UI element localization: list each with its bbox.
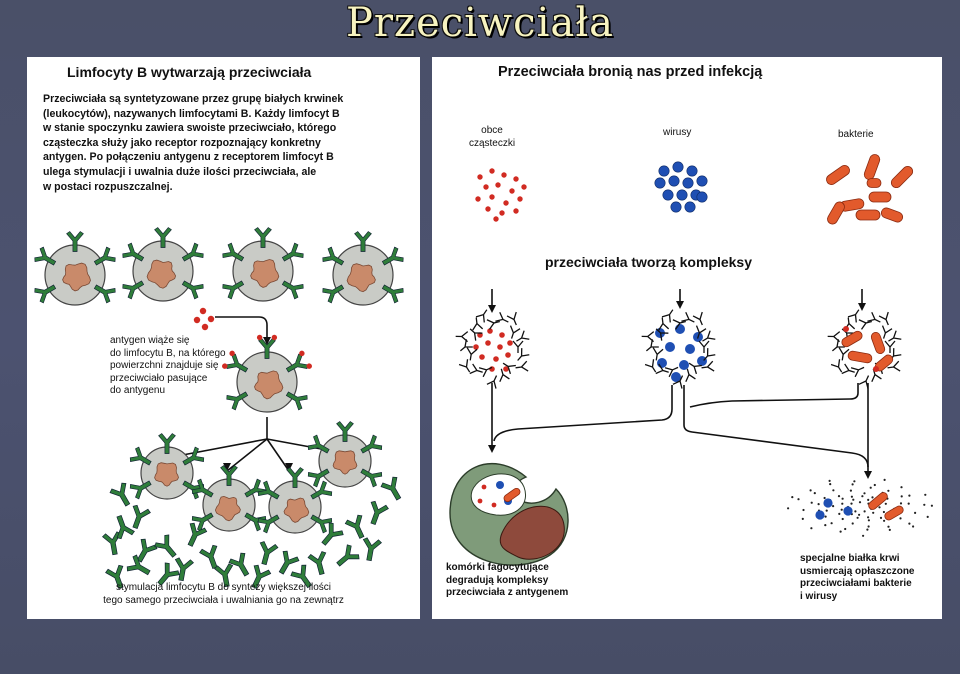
caption-line: powierzchni znajduje się <box>110 360 219 372</box>
b-lymphocyte-cell <box>307 422 384 488</box>
complement-protein <box>931 505 933 507</box>
bacterium <box>847 350 872 363</box>
complement-protein <box>874 484 876 486</box>
antigen-dot <box>200 308 206 314</box>
complement-protein <box>880 517 882 519</box>
antibody-shape <box>837 348 849 361</box>
antibody-shape <box>126 504 151 531</box>
complement-protein <box>867 516 869 518</box>
complement-protein <box>840 531 842 533</box>
bacteria-label: bakterie <box>838 129 874 140</box>
foreign-particle <box>485 206 490 211</box>
antibody-shape <box>465 348 477 361</box>
complement-protein <box>797 498 799 500</box>
bacterium <box>869 192 891 202</box>
antibody-shape <box>182 522 208 550</box>
caption-line: do antygenu <box>110 385 166 397</box>
complement-protein <box>852 483 854 485</box>
complement-protein <box>901 495 903 497</box>
virus-particle <box>843 506 852 515</box>
complement-protein <box>885 503 887 505</box>
antibody-antigen-complex <box>642 307 716 389</box>
b-lymphocyte-cell <box>321 232 405 305</box>
antigen-dot <box>489 366 495 372</box>
antibody-icon <box>465 348 477 361</box>
complement-protein <box>887 490 889 492</box>
complement-protein <box>851 496 853 498</box>
caption-line: degradują kompleksy <box>446 574 549 586</box>
antibody-icon <box>859 373 873 388</box>
complement-protein <box>852 499 854 501</box>
antibody-icon <box>110 513 135 540</box>
virus-particle <box>815 510 824 519</box>
paragraph-line: w postaci rozpuszczalnej. <box>43 180 173 193</box>
bacterium <box>867 179 881 188</box>
complement-protein <box>838 495 840 497</box>
antigen-dot <box>208 316 214 322</box>
arrow-line <box>215 317 267 337</box>
antibody-shape <box>859 317 873 330</box>
virus-particle <box>683 178 693 188</box>
antigen-dot <box>507 340 513 346</box>
paragraph-line: cząsteczka służy jako receptor rozpoznający konkretny <box>43 136 321 149</box>
caption-line: tego samego przeciwciała i uwalniania go na zewnątrz <box>103 594 344 606</box>
antibody-icon <box>487 373 501 388</box>
bacterium <box>867 491 889 511</box>
complement-protein <box>824 497 826 499</box>
antibody-shape <box>851 363 866 377</box>
complement-protein <box>914 512 916 514</box>
viruses-label: wirusy <box>663 127 692 138</box>
antibody-icon <box>456 331 468 341</box>
antibody-shape <box>867 312 882 326</box>
arrow-head <box>488 305 496 313</box>
antigen-binding-caption <box>110 335 226 398</box>
antibody-shape <box>495 312 510 326</box>
complement-protein <box>866 529 868 531</box>
antibody-antigen-complex <box>456 307 530 389</box>
antibody-shape <box>344 514 370 542</box>
complement-protein <box>884 479 886 481</box>
paragraph-line: ulega stymulacji i uwalnia duże ilości przeciwciała, ale <box>43 165 317 178</box>
antibody-defense-panel <box>432 57 942 619</box>
antibody-icon <box>642 331 654 341</box>
complement-protein <box>838 513 840 515</box>
bacterium <box>856 210 880 220</box>
complement-protein <box>832 489 834 491</box>
antibody-icon <box>153 533 181 562</box>
foreign-particle <box>517 196 522 201</box>
virus-particle <box>697 176 707 186</box>
foreign-particle <box>475 196 480 201</box>
antibody-shape <box>842 364 856 377</box>
stimulation-caption <box>27 582 420 607</box>
caption-line: komórki fagocytujące <box>446 562 549 573</box>
antigen-dot <box>492 503 497 508</box>
caption-line: usmiercają opłaszczone <box>800 565 915 577</box>
complement-protein <box>889 529 891 531</box>
arrow-line <box>227 439 267 471</box>
virus-particle <box>496 481 504 489</box>
arrow-line <box>684 385 868 471</box>
complement-protein <box>854 510 856 512</box>
antibody-shape <box>110 513 135 540</box>
label-line: obce <box>481 125 503 136</box>
foreign-particle <box>489 194 494 199</box>
antibody-icon <box>255 541 278 567</box>
antibody-shape <box>515 361 528 373</box>
complement-protein <box>825 516 827 518</box>
antigen-dot <box>257 335 262 340</box>
arrow-line <box>267 439 289 471</box>
virus-particle <box>685 202 695 212</box>
complement-protein <box>899 517 901 519</box>
foreign-particle <box>483 184 488 189</box>
b-lymphocyte-cell <box>221 228 305 301</box>
bacterium <box>826 200 847 226</box>
complement-protein <box>791 496 793 498</box>
complement-protein <box>810 527 812 529</box>
complement-protein <box>787 507 789 509</box>
antibody-shape <box>360 537 382 562</box>
antigen-dot <box>194 317 200 323</box>
antibody-shape <box>307 551 330 577</box>
complement-protein <box>867 499 869 501</box>
foreign-particles-label <box>462 125 522 150</box>
antigen-dot <box>479 354 485 360</box>
complement-protein <box>857 517 859 519</box>
phagocyte-cell <box>450 464 568 565</box>
antibody-icon <box>364 500 389 527</box>
virus-particle <box>697 192 707 202</box>
antibody-icon <box>879 312 893 327</box>
complex-heading: przeciwciała tworzą kompleksy <box>545 254 752 270</box>
complement-protein <box>883 520 885 522</box>
b-lymphocyte-cell <box>257 468 334 534</box>
antibody-shape <box>456 331 468 341</box>
antibody-icon <box>199 544 224 571</box>
complement-protein <box>878 506 880 508</box>
virus-particle <box>679 360 689 370</box>
complement-protein <box>814 492 816 494</box>
complement-protein <box>831 522 833 524</box>
foreign-particle <box>495 182 500 187</box>
bacterium <box>840 330 864 349</box>
bacterium <box>863 153 881 181</box>
bacterium <box>889 164 914 189</box>
virus-particle <box>657 358 667 368</box>
antibody-icon <box>307 551 330 577</box>
antibody-shape <box>471 317 482 330</box>
antibody-icon <box>842 364 856 377</box>
complement-protein <box>850 490 852 492</box>
virus-particle <box>671 372 681 382</box>
phagocyte-caption <box>446 562 568 600</box>
virus-particle <box>659 166 669 176</box>
virus-particle <box>685 344 695 354</box>
antibody-icon <box>515 361 528 373</box>
antibody-icon <box>360 537 382 562</box>
virus-particle <box>823 498 832 507</box>
virus-particle <box>663 190 673 200</box>
antibody-icon <box>332 543 361 571</box>
paragraph-line: antygen. Po połączeniu antygenu z receptorem limfocyt B <box>43 151 334 164</box>
b-lymphocyte-cell <box>121 228 205 301</box>
virus-particle <box>673 162 683 172</box>
caption-line: przeciwciało pasujące <box>110 372 208 384</box>
paragraph-line: (leukocytów), nazywanych limfocytami B. Każdy limfocyt B <box>43 107 340 120</box>
complement-protein <box>810 489 812 491</box>
right-heading: Przeciwciała bronią nas przed infekcją <box>498 64 763 80</box>
complement-protein <box>829 480 831 482</box>
complement-protein <box>927 516 929 518</box>
foreign-particle <box>513 208 518 213</box>
virus-particle <box>665 342 675 352</box>
antibody-shape <box>487 373 501 388</box>
antigen-dot <box>843 326 849 332</box>
b-lymphocyte-panel <box>27 57 420 619</box>
paragraph-line: w stanie spoczynku zawiera swoiste przeciwciało, którego <box>43 122 337 135</box>
b-lymphocyte-cell <box>33 232 117 305</box>
foreign-particle <box>509 188 514 193</box>
antibody-icon <box>126 504 151 531</box>
complement-protein <box>868 525 870 527</box>
arrow-head <box>858 303 866 311</box>
foreign-particle <box>499 210 504 215</box>
antigen-dot <box>493 356 499 362</box>
complement-protein <box>871 496 873 498</box>
antibody-shape <box>332 543 361 571</box>
caption-line: i wirusy <box>800 590 838 602</box>
complement-protein <box>818 503 820 505</box>
antibody-icon <box>681 312 696 326</box>
antibody-shape <box>364 500 389 527</box>
complement-protein <box>923 504 925 506</box>
complement-protein <box>863 492 865 494</box>
antibody-icon <box>487 317 501 330</box>
antibody-icon <box>867 312 882 326</box>
b-lymphocyte-cell <box>221 335 313 412</box>
virus-particle <box>655 178 665 188</box>
foreign-particle <box>501 172 506 177</box>
antigen-dot <box>482 485 487 490</box>
complement-protein <box>900 486 902 488</box>
antibody-icon <box>182 522 208 550</box>
arrow-line <box>494 385 672 441</box>
antibody-shape <box>470 364 484 377</box>
antibody-shape <box>153 533 181 562</box>
antibody-icon <box>837 348 849 361</box>
antibody-shape <box>642 331 654 341</box>
antibody-icon <box>344 514 370 542</box>
antibody-icon <box>851 363 866 377</box>
antibody-shape <box>507 326 520 341</box>
slide-title: Przeciwciała <box>345 0 615 46</box>
foreign-particle <box>493 216 498 221</box>
complement-protein <box>862 535 864 537</box>
bacterium <box>824 163 851 186</box>
foreign-particle <box>513 176 518 181</box>
complement-protein <box>842 498 844 500</box>
antibody-shape <box>380 475 407 503</box>
complement-protein <box>832 505 834 507</box>
complement-protein <box>802 518 804 520</box>
antibody-icon <box>380 475 407 503</box>
complement-protein <box>802 509 804 511</box>
antibody-shape <box>487 317 501 330</box>
antibody-shape <box>859 373 873 388</box>
antibody-icon <box>693 312 707 327</box>
caption-line: do limfocytu B, na którego <box>110 347 226 359</box>
antigen-dot <box>505 352 511 358</box>
complement-protein <box>858 514 860 516</box>
complement-protein <box>852 522 854 524</box>
antigen-dot <box>272 335 277 340</box>
complement-protein <box>824 524 826 526</box>
antibody-shape <box>172 557 194 582</box>
antigen-dot <box>478 499 483 504</box>
complement-protein <box>844 528 846 530</box>
antigen-dot <box>497 344 503 350</box>
blood-proteins-caption <box>800 553 915 603</box>
antibody-shape <box>681 312 696 326</box>
label-line: cząsteczki <box>468 137 516 149</box>
antibody-antigen-complex <box>828 307 902 389</box>
complement-protein <box>850 503 852 505</box>
complement-protein <box>841 503 843 505</box>
paragraph-line: Przeciwciała są syntetyzowane przez grupę białych krwinek <box>43 93 344 105</box>
bacterium <box>880 207 904 224</box>
foreign-particle <box>503 200 508 205</box>
complement-protein <box>912 525 914 527</box>
caption-line: specjalne białka krwi <box>800 553 900 564</box>
complement-protein <box>908 495 910 497</box>
foreign-particle <box>489 168 494 173</box>
caption-line: stymulacja limfocytu B do syntezy większej ilości <box>115 582 332 593</box>
complement-protein <box>861 495 863 497</box>
b-lymphocyte-cell <box>191 466 268 532</box>
complement-protein <box>883 511 885 513</box>
complement-protein <box>829 483 831 485</box>
foreign-particle <box>477 174 482 179</box>
antibody-icon <box>470 364 484 377</box>
arrow-line <box>690 383 858 407</box>
complement-protein <box>908 523 910 525</box>
caption-line: przeciwciała z antygenem <box>446 587 569 599</box>
antibody-icon <box>507 326 520 341</box>
caption-line: przeciwciałami bakterie <box>800 578 912 590</box>
complement-protein <box>908 503 910 505</box>
antigen-dot <box>873 366 879 372</box>
left-paragraph <box>43 92 418 194</box>
arrow-head <box>676 301 684 309</box>
virus-particle <box>677 190 687 200</box>
antibody-shape <box>828 331 840 341</box>
antibody-shape <box>199 544 224 571</box>
foreign-particle <box>521 184 526 189</box>
complement-protein <box>870 487 872 489</box>
complement-protein <box>887 526 889 528</box>
caption-line: antygen wiąże się <box>110 335 190 346</box>
antigen-dot <box>202 324 208 330</box>
antibody-shape <box>693 312 707 327</box>
antibody-icon <box>471 317 482 330</box>
antibody-icon <box>507 312 521 327</box>
antibody-icon <box>828 331 840 341</box>
complement-protein <box>868 519 870 521</box>
antigen-dot <box>473 344 479 350</box>
complement-complex <box>787 479 933 537</box>
antibody-icon <box>495 312 510 326</box>
left-heading: Limfocyty B wytwarzają przeciwciała <box>67 64 312 80</box>
bacterium <box>870 331 886 355</box>
complement-protein <box>826 510 828 512</box>
antigen-dot <box>485 340 491 346</box>
virus-particle <box>669 176 679 186</box>
antibody-shape <box>879 312 893 327</box>
complement-protein <box>842 518 844 520</box>
antibody-shape <box>255 541 278 567</box>
virus-particle <box>671 202 681 212</box>
complement-protein <box>872 512 874 514</box>
complement-protein <box>864 510 866 512</box>
complement-protein <box>811 502 813 504</box>
arrow-head <box>488 445 496 453</box>
complement-protein <box>841 509 843 511</box>
antibody-icon <box>172 557 194 582</box>
complement-protein <box>853 480 855 482</box>
virus-particle <box>687 166 697 176</box>
antigen-dot <box>499 332 505 338</box>
arrow-line <box>172 439 267 457</box>
antibody-shape <box>507 312 521 327</box>
complement-protein <box>924 494 926 496</box>
arrow-head <box>864 471 872 479</box>
complement-protein <box>900 502 902 504</box>
antibody-icon <box>859 317 873 330</box>
complement-protein <box>859 501 861 503</box>
